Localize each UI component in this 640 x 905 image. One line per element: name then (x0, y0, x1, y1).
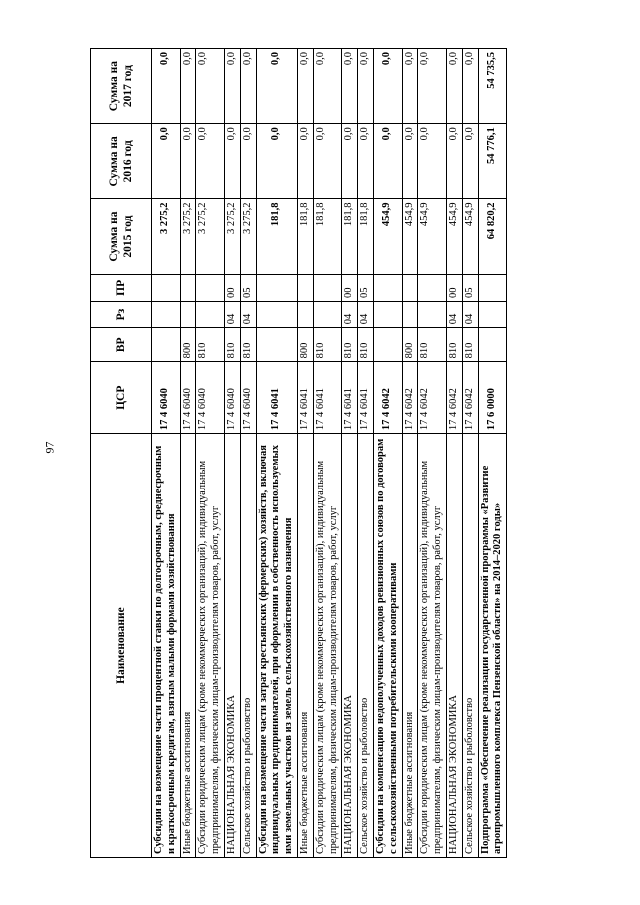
cell-sum-2016: 54 776,1 (478, 124, 507, 199)
cell-pr: 05 (358, 274, 374, 301)
cell-rz (152, 301, 181, 327)
cell-name: Сельское хозяйство и рыболовство (240, 434, 256, 858)
cell-sum-2017: 0,0 (152, 49, 181, 124)
cell-pr (256, 274, 297, 301)
cell-pr: 05 (240, 274, 256, 301)
cell-rz: 04 (446, 301, 462, 327)
cell-rz (373, 301, 402, 327)
cell-sum-2016: 0,0 (402, 124, 418, 199)
cell-name: НАЦИОНАЛЬНАЯ ЭКОНОМИКА (342, 434, 358, 858)
cell-vr: 810 (462, 328, 478, 362)
cell-vr: 810 (342, 328, 358, 362)
table-row (446, 49, 462, 858)
cell-pr (297, 274, 313, 301)
cell-name: Иные бюджетные ассигнования (402, 434, 418, 858)
cell-vr (256, 328, 297, 362)
cell-csr: 17 4 6042 (446, 362, 462, 434)
cell-vr: 810 (358, 328, 374, 362)
cell-sum-2016: 0,0 (313, 124, 342, 199)
cell-rz: 04 (224, 301, 240, 327)
cell-csr: 17 4 6042 (418, 362, 447, 434)
cell-sum-2015: 3 275,2 (196, 199, 225, 274)
table-row (297, 49, 313, 858)
table-row (256, 49, 297, 858)
cell-vr: 800 (180, 328, 196, 362)
table-row (358, 49, 374, 858)
cell-sum-2016: 0,0 (180, 124, 196, 199)
cell-sum-2015: 454,9 (462, 199, 478, 274)
cell-sum-2015: 3 275,2 (224, 199, 240, 274)
table-row (196, 49, 225, 858)
table-row (224, 49, 240, 858)
cell-sum-2017: 54 735,5 (478, 49, 507, 124)
cell-sum-2017: 0,0 (180, 49, 196, 124)
rotated-page-content (90, 48, 618, 858)
table-row (402, 49, 418, 858)
cell-name: Субсидии юридическим лицам (кроме некоммерческих организаций), индивидуальным предпринимателям, физическим лицам-производителям товаров, работ, услуг (418, 434, 447, 858)
table-row (342, 49, 358, 858)
header-vr: ВР (91, 328, 152, 362)
header-pr: ПР (91, 274, 152, 301)
cell-sum-2016: 0,0 (418, 124, 447, 199)
cell-pr (180, 274, 196, 301)
cell-rz (402, 301, 418, 327)
cell-vr: 800 (297, 328, 313, 362)
cell-csr: 17 6 0000 (478, 362, 507, 434)
cell-sum-2017: 0,0 (297, 49, 313, 124)
cell-name: Сельское хозяйство и рыболовство (462, 434, 478, 858)
cell-vr: 810 (446, 328, 462, 362)
cell-sum-2015: 454,9 (373, 199, 402, 274)
cell-sum-2016: 0,0 (462, 124, 478, 199)
header-csr: ЦСР (91, 362, 152, 434)
cell-sum-2016: 0,0 (373, 124, 402, 199)
cell-sum-2017: 0,0 (358, 49, 374, 124)
cell-csr: 17 4 6040 (152, 362, 181, 434)
cell-sum-2015: 3 275,2 (180, 199, 196, 274)
cell-sum-2015: 3 275,2 (152, 199, 181, 274)
cell-csr: 17 4 6042 (373, 362, 402, 434)
header-sum-2017: Сумма на 2017 год (91, 49, 152, 124)
cell-rz: 04 (462, 301, 478, 327)
table-row (373, 49, 402, 858)
cell-rz (313, 301, 342, 327)
table-row (152, 49, 181, 858)
table-row (180, 49, 196, 858)
cell-sum-2017: 0,0 (373, 49, 402, 124)
cell-pr (373, 274, 402, 301)
cell-sum-2016: 0,0 (297, 124, 313, 199)
table-header (91, 49, 152, 858)
cell-rz (478, 301, 507, 327)
cell-name: НАЦИОНАЛЬНАЯ ЭКОНОМИКА (224, 434, 240, 858)
cell-csr: 17 4 6040 (180, 362, 196, 434)
budget-table (90, 48, 507, 858)
cell-sum-2016: 0,0 (224, 124, 240, 199)
cell-rz (196, 301, 225, 327)
cell-sum-2015: 181,8 (313, 199, 342, 274)
cell-csr: 17 4 6040 (240, 362, 256, 434)
cell-sum-2017: 0,0 (196, 49, 225, 124)
cell-pr: 00 (446, 274, 462, 301)
cell-rz: 04 (342, 301, 358, 327)
cell-name: Субсидии на компенсацию недополученных доходов ревизионных союзов по договорам с сельскохозяйственными потребительскими кооперативами (373, 434, 402, 858)
cell-pr (196, 274, 225, 301)
cell-vr: 810 (224, 328, 240, 362)
cell-name: НАЦИОНАЛЬНАЯ ЭКОНОМИКА (446, 434, 462, 858)
cell-vr: 810 (313, 328, 342, 362)
header-sum-2016: Сумма на 2016 год (91, 124, 152, 199)
cell-pr (313, 274, 342, 301)
cell-sum-2015: 181,8 (342, 199, 358, 274)
table-row (462, 49, 478, 858)
cell-sum-2016: 0,0 (152, 124, 181, 199)
cell-sum-2015: 181,8 (297, 199, 313, 274)
cell-rz (297, 301, 313, 327)
cell-sum-2017: 0,0 (313, 49, 342, 124)
cell-vr: 810 (196, 328, 225, 362)
cell-rz: 04 (358, 301, 374, 327)
cell-pr: 00 (342, 274, 358, 301)
table-body (152, 49, 507, 858)
cell-vr (152, 328, 181, 362)
cell-sum-2016: 0,0 (256, 124, 297, 199)
cell-rz (180, 301, 196, 327)
cell-csr: 17 4 6041 (297, 362, 313, 434)
cell-sum-2015: 3 275,2 (240, 199, 256, 274)
cell-sum-2017: 0,0 (256, 49, 297, 124)
cell-sum-2015: 454,9 (418, 199, 447, 274)
cell-sum-2016: 0,0 (342, 124, 358, 199)
cell-pr (418, 274, 447, 301)
cell-name: Подпрограмма «Обеспечение реализации государственной программы «Развитие агропромышленного комплекса Пензенской области» на 2014–2020 годы» (478, 434, 507, 858)
table-row (418, 49, 447, 858)
table-row (478, 49, 507, 858)
header-sum-2015: Сумма на 2015 год (91, 199, 152, 274)
cell-sum-2017: 0,0 (446, 49, 462, 124)
cell-vr (478, 328, 507, 362)
cell-sum-2016: 0,0 (446, 124, 462, 199)
cell-csr: 17 4 6041 (256, 362, 297, 434)
cell-sum-2016: 0,0 (240, 124, 256, 199)
cell-sum-2015: 454,9 (446, 199, 462, 274)
cell-csr: 17 4 6040 (196, 362, 225, 434)
cell-rz (418, 301, 447, 327)
cell-vr: 810 (418, 328, 447, 362)
cell-name: Иные бюджетные ассигнования (297, 434, 313, 858)
cell-sum-2015: 454,9 (402, 199, 418, 274)
cell-pr: 00 (224, 274, 240, 301)
header-rz: Рз (91, 301, 152, 327)
cell-csr: 17 4 6041 (342, 362, 358, 434)
cell-sum-2017: 0,0 (224, 49, 240, 124)
cell-sum-2017: 0,0 (402, 49, 418, 124)
cell-pr: 05 (462, 274, 478, 301)
cell-name: Субсидии на возмещение части процентной ставки по долгосрочным, среднесрочным и краткосрочным кредитам, взятым малыми формами хозяйствования (152, 434, 181, 858)
cell-sum-2017: 0,0 (462, 49, 478, 124)
cell-sum-2015: 181,8 (358, 199, 374, 274)
cell-name: Субсидии на возмещение части затрат крестьянских (фермерских) хозяйств, включая индивидуальных предпринимателей, при оформлении в собственность используемых ими земельных участков из земель сельскохозяйственного назначения (256, 434, 297, 858)
cell-sum-2015: 64 820,2 (478, 199, 507, 274)
cell-rz: 04 (240, 301, 256, 327)
cell-csr: 17 4 6042 (402, 362, 418, 434)
cell-csr: 17 4 6040 (224, 362, 240, 434)
cell-sum-2016: 0,0 (358, 124, 374, 199)
cell-sum-2017: 0,0 (240, 49, 256, 124)
cell-pr (152, 274, 181, 301)
header-name: Наименование (91, 434, 152, 858)
page-number: 97 (42, 441, 57, 454)
cell-sum-2017: 0,0 (418, 49, 447, 124)
cell-pr (478, 274, 507, 301)
header-row (91, 49, 152, 858)
cell-name: Субсидии юридическим лицам (кроме некоммерческих организаций), индивидуальным предпринимателям, физическим лицам-производителям товаров, работ, услуг (196, 434, 225, 858)
cell-sum-2016: 0,0 (196, 124, 225, 199)
cell-vr (373, 328, 402, 362)
cell-pr (402, 274, 418, 301)
table-row (240, 49, 256, 858)
table-row (313, 49, 342, 858)
cell-vr: 810 (240, 328, 256, 362)
cell-rz (256, 301, 297, 327)
cell-csr: 17 4 6042 (462, 362, 478, 434)
cell-name: Сельское хозяйство и рыболовство (358, 434, 374, 858)
cell-name: Иные бюджетные ассигнования (180, 434, 196, 858)
cell-vr: 800 (402, 328, 418, 362)
cell-name: Субсидии юридическим лицам (кроме некоммерческих организаций), индивидуальным предпринимателям, физическим лицам-производителям товаров, работ, услуг (313, 434, 342, 858)
cell-sum-2017: 0,0 (342, 49, 358, 124)
cell-csr: 17 4 6041 (358, 362, 374, 434)
cell-csr: 17 4 6041 (313, 362, 342, 434)
cell-sum-2015: 181,8 (256, 199, 297, 274)
